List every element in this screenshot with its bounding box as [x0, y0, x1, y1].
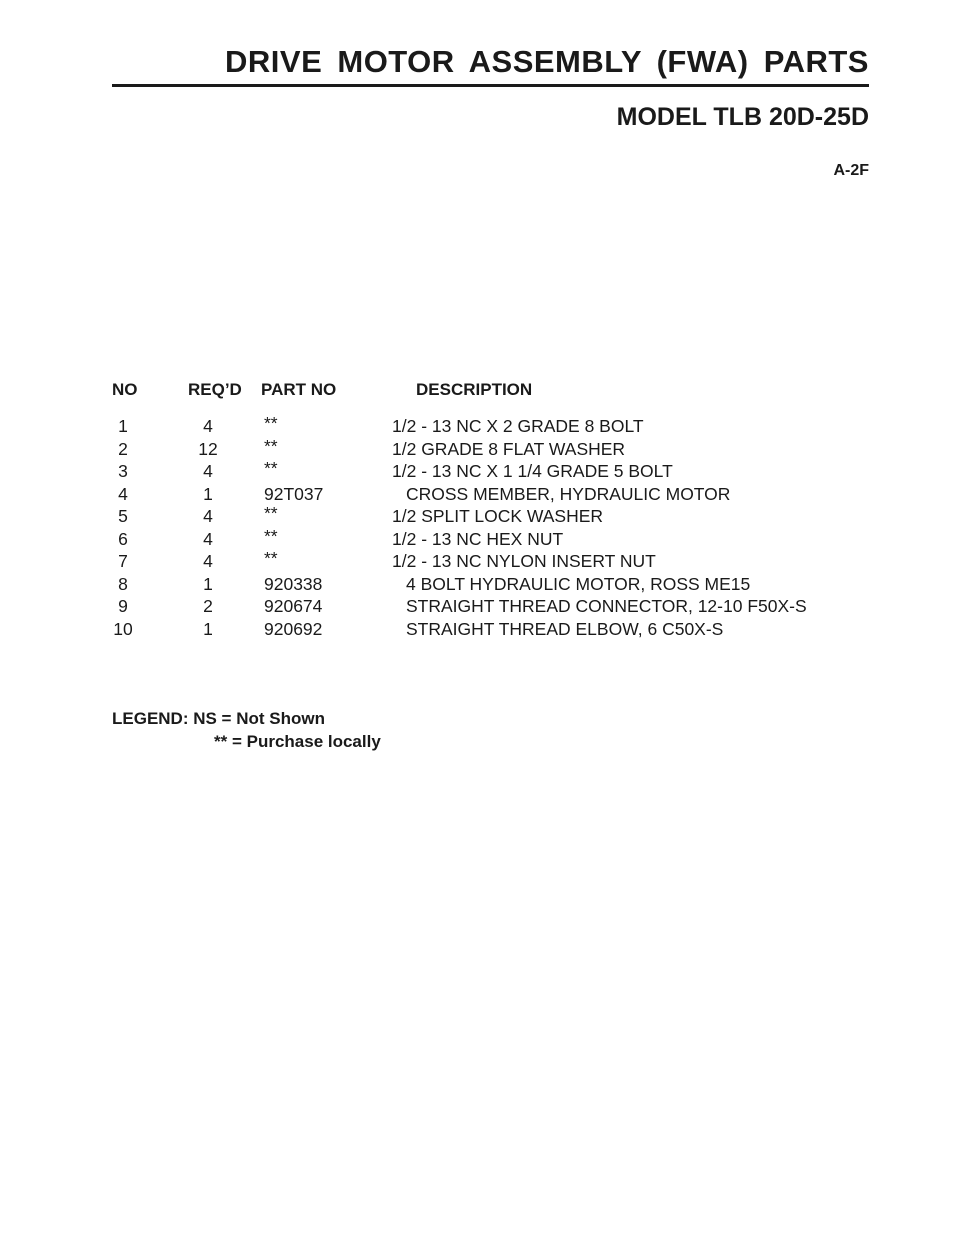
page-title: DRIVE MOTOR ASSEMBLY (FWA) PARTS [225, 44, 869, 79]
table-row [0, 503, 954, 529]
row-reqd: 2 [203, 596, 213, 616]
title-rule [112, 84, 869, 87]
row-part-no: 920692 [264, 618, 323, 639]
row-no: 1 [118, 416, 128, 436]
row-reqd: 4 [203, 551, 213, 571]
table-row [0, 548, 954, 574]
row-reqd: 4 [203, 506, 213, 526]
row-part-no: ** [264, 413, 278, 433]
row-reqd: 1 [203, 483, 213, 504]
row-reqd: 4 [203, 416, 213, 436]
row-no: 4 [118, 483, 128, 504]
row-description: 1/2 - 13 NC X 2 GRADE 8 BOLT [392, 416, 644, 436]
legend-purchase-locally: ** = Purchase locally [214, 732, 381, 751]
row-description: 4 BOLT HYDRAULIC MOTOR, ROSS ME15 [406, 573, 751, 594]
table-row [0, 458, 954, 484]
column-header-no: NO [112, 380, 138, 399]
row-part-no: 920338 [264, 573, 323, 594]
row-part-no: ** [264, 548, 278, 568]
row-description: 1/2 - 13 NC X 1 1/4 GRADE 5 BOLT [392, 461, 673, 481]
row-description: CROSS MEMBER, HYDRAULIC MOTOR [406, 483, 731, 504]
row-description: STRAIGHT THREAD CONNECTOR, 12-10 F50X-S [406, 596, 807, 616]
row-no: 2 [118, 438, 128, 459]
parts-table [0, 413, 954, 641]
row-part-no: ** [264, 503, 278, 523]
row-no: 5 [118, 506, 128, 526]
row-no: 9 [118, 596, 128, 616]
column-header-part-no: PART NO [261, 380, 337, 399]
row-description: 1/2 GRADE 8 FLAT WASHER [392, 438, 626, 459]
row-reqd: 4 [203, 528, 213, 549]
legend-not-shown: LEGEND: NS = Not Shown [112, 709, 325, 728]
row-no: 10 [113, 618, 133, 639]
row-reqd: 1 [203, 573, 213, 594]
row-reqd: 12 [198, 438, 218, 459]
row-no: 8 [118, 573, 128, 594]
row-description: 1/2 SPLIT LOCK WASHER [392, 506, 604, 526]
table-row [0, 619, 954, 642]
table-row [0, 596, 954, 619]
row-reqd: 4 [203, 461, 213, 481]
table-row [0, 525, 954, 552]
row-part-no: ** [264, 525, 278, 546]
row-no: 3 [118, 461, 128, 481]
table-row [0, 484, 954, 507]
row-description: 1/2 - 13 NC HEX NUT [392, 528, 564, 549]
row-no: 7 [118, 551, 128, 571]
page-code: A-2F [833, 162, 869, 179]
row-reqd: 1 [203, 618, 213, 639]
row-description: 1/2 - 13 NC NYLON INSERT NUT [392, 551, 656, 571]
row-no: 6 [118, 528, 128, 549]
model-label: MODEL TLB 20D-25D [616, 103, 869, 131]
row-part-no: 92T037 [264, 483, 324, 504]
row-part-no: ** [264, 435, 278, 456]
table-row [0, 413, 954, 439]
column-header-reqd: REQ’D [188, 380, 242, 399]
row-part-no: ** [264, 458, 278, 478]
table-row [0, 435, 954, 462]
row-description: STRAIGHT THREAD ELBOW, 6 C50X-S [406, 618, 724, 639]
row-part-no: 920674 [264, 596, 323, 616]
column-header-description: DESCRIPTION [416, 380, 533, 399]
table-row [0, 574, 954, 597]
